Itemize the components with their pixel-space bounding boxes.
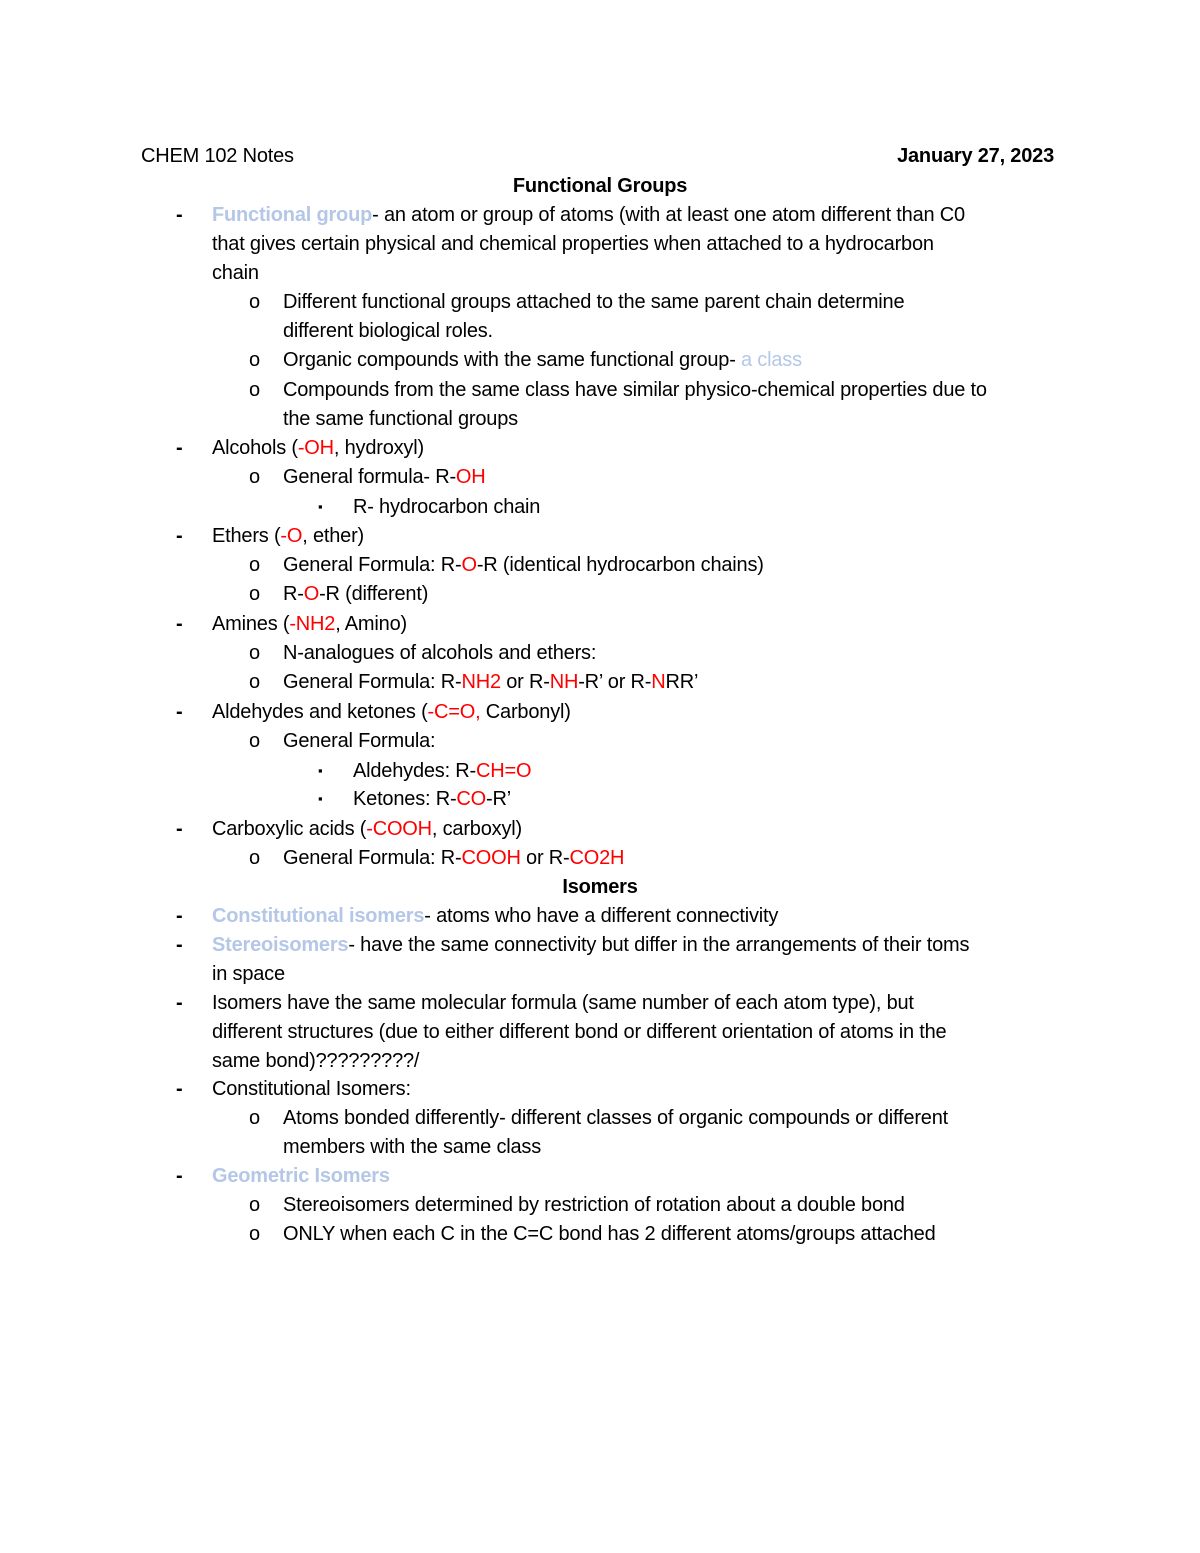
- sub-item-text: Different functional groups attached to the same parent chain determine: [283, 291, 905, 313]
- red-formula: N: [651, 671, 666, 693]
- red-formula: CO: [456, 788, 487, 810]
- list-item-alcohols: [212, 435, 424, 461]
- sub-sub-item-formula: [353, 758, 531, 784]
- item-text: , Amino): [335, 613, 407, 635]
- red-formula: -COOH: [366, 818, 432, 840]
- dash-bullet: -: [176, 701, 183, 723]
- item-text: - atoms who have a different connectivity: [424, 905, 779, 927]
- item-text: -R’: [486, 788, 511, 810]
- circle-bullet: o: [249, 1223, 261, 1245]
- red-formula: NH: [549, 671, 579, 693]
- item-text-continued: chain: [212, 262, 259, 284]
- dash-bullet: -: [176, 437, 183, 459]
- item-text: General Formula: R-: [283, 554, 462, 576]
- item-text: General Formula: R-: [283, 847, 462, 869]
- dash-bullet: -: [176, 525, 183, 547]
- item-text: -R (different): [319, 583, 429, 605]
- item-text: General formula- R-: [283, 466, 456, 488]
- red-formula: CH=O: [476, 760, 532, 782]
- sub-item-text: N-analogues of alcohols and ethers:: [283, 642, 597, 664]
- section-title-isomers: Isomers: [562, 876, 638, 898]
- item-text: RR’: [665, 671, 699, 693]
- sub-sub-item-text: R- hydrocarbon chain: [353, 496, 541, 518]
- section-title-functional-groups: Functional Groups: [512, 175, 688, 197]
- item-text: , hydroxyl): [333, 437, 424, 459]
- keyword-term: Functional group: [212, 204, 373, 226]
- dash-bullet: -: [176, 204, 183, 226]
- red-formula: -C=O,: [427, 701, 481, 723]
- red-formula: -O: [280, 525, 303, 547]
- item-text: R-: [283, 583, 304, 605]
- list-item-constitutional: [212, 903, 778, 929]
- list-item-amines: [212, 611, 407, 637]
- item-text: , carboxyl): [431, 818, 522, 840]
- list-item-stereoisomers: [212, 932, 969, 958]
- item-text: Ketones: R-: [353, 788, 457, 810]
- item-text: or R-: [520, 847, 570, 869]
- item-text: -R’ or R-: [578, 671, 652, 693]
- sub-item-text: Compounds from the same class have similar physico-chemical properties due to: [283, 379, 987, 401]
- sub-item-formula: [283, 464, 486, 490]
- circle-bullet: o: [249, 642, 261, 664]
- circle-bullet: o: [249, 349, 261, 371]
- circle-bullet: o: [249, 730, 261, 752]
- circle-bullet: o: [249, 671, 261, 693]
- circle-bullet: o: [249, 379, 261, 401]
- sub-item-text: Organic compounds with the same functional group-: [283, 349, 742, 371]
- circle-bullet: o: [249, 466, 261, 488]
- dash-bullet: -: [176, 905, 183, 927]
- dash-bullet: -: [176, 1078, 183, 1100]
- item-text: or R-: [500, 671, 550, 693]
- dash-bullet: -: [176, 992, 183, 1014]
- item-text: Aldehydes and ketones (: [212, 701, 428, 723]
- sub-item-formula: [283, 845, 624, 871]
- dash-bullet: -: [176, 1165, 183, 1187]
- item-text-continued: same bond)?????????/: [212, 1050, 420, 1072]
- item-text: Amines (: [212, 613, 290, 635]
- item-text: Aldehydes: R-: [353, 760, 477, 782]
- item-text: - have the same connectivity but differ in the arrangements of their toms: [348, 934, 970, 956]
- dash-bullet: -: [176, 934, 183, 956]
- sub-item-text-continued: different biological roles.: [283, 320, 493, 342]
- keyword-term: a class: [741, 349, 802, 371]
- list-item-isomers: Isomers have the same molecular formula (same number of each atom type), but: [212, 992, 914, 1014]
- item-text: General Formula: R-: [283, 671, 462, 693]
- sub-item-class: [283, 347, 802, 373]
- circle-bullet: o: [249, 291, 261, 313]
- circle-bullet: o: [249, 847, 261, 869]
- header-date: January 27, 2023: [897, 145, 1054, 167]
- red-formula: CO2H: [569, 847, 625, 869]
- circle-bullet: o: [249, 1194, 261, 1216]
- circle-bullet: o: [249, 554, 261, 576]
- item-text: - an atom or group of atoms (with at least one atom different than C0: [372, 204, 965, 226]
- list-item-geometric: Geometric Isomers: [212, 1165, 390, 1187]
- list-item-functional-group: [212, 202, 965, 228]
- item-text: Carbonyl): [480, 701, 571, 723]
- item-text: Carboxylic acids (: [212, 818, 367, 840]
- red-formula: NH2: [461, 671, 501, 693]
- red-formula: -OH: [297, 437, 334, 459]
- sub-sub-item-formula: [353, 786, 511, 812]
- item-text: , ether): [302, 525, 365, 547]
- keyword-term: Constitutional isomers: [212, 905, 425, 927]
- sub-item-formula: [283, 581, 428, 607]
- red-formula: -NH2: [289, 613, 336, 635]
- header-course: CHEM 102 Notes: [141, 145, 294, 167]
- square-bullet: ▪: [318, 791, 323, 806]
- sub-item-text: Atoms bonded differently- different classes of organic compounds or different: [283, 1107, 948, 1129]
- sub-item-text: ONLY when each C in the C=C bond has 2 different atoms/groups attached: [283, 1223, 936, 1245]
- sub-item-text: General Formula:: [283, 730, 436, 752]
- list-item-carboxylic: [212, 816, 522, 842]
- keyword-term: Stereoisomers: [212, 934, 349, 956]
- item-text-continued: in space: [212, 963, 285, 985]
- circle-bullet: o: [249, 583, 261, 605]
- sub-item-formula: [283, 669, 698, 695]
- sub-item-text-continued: members with the same class: [283, 1136, 542, 1158]
- sub-item-text: Stereoisomers determined by restriction of rotation about a double bond: [283, 1194, 905, 1216]
- list-item-constitutional-head: Constitutional Isomers:: [212, 1078, 411, 1100]
- square-bullet: ▪: [318, 499, 323, 514]
- sub-item-formula: [283, 552, 764, 578]
- item-text: Alcohols (: [212, 437, 298, 459]
- red-formula: OH: [455, 466, 486, 488]
- square-bullet: ▪: [318, 763, 323, 778]
- item-text-continued: that gives certain physical and chemical properties when attached to a hydrocarbon: [212, 233, 934, 255]
- sub-item-text-continued: the same functional groups: [283, 408, 518, 430]
- item-text-continued: different structures (due to either different bond or different orientation of atoms in the: [212, 1021, 947, 1043]
- list-item-carbonyl: [212, 699, 571, 725]
- dash-bullet: -: [176, 613, 183, 635]
- red-formula: O: [461, 554, 477, 576]
- red-formula: O: [303, 583, 320, 605]
- red-formula: COOH: [461, 847, 521, 869]
- item-text: -R (identical hydrocarbon chains): [476, 554, 764, 576]
- circle-bullet: o: [249, 1107, 261, 1129]
- dash-bullet: -: [176, 818, 183, 840]
- item-text: Ethers (: [212, 525, 281, 547]
- list-item-ethers: [212, 523, 364, 549]
